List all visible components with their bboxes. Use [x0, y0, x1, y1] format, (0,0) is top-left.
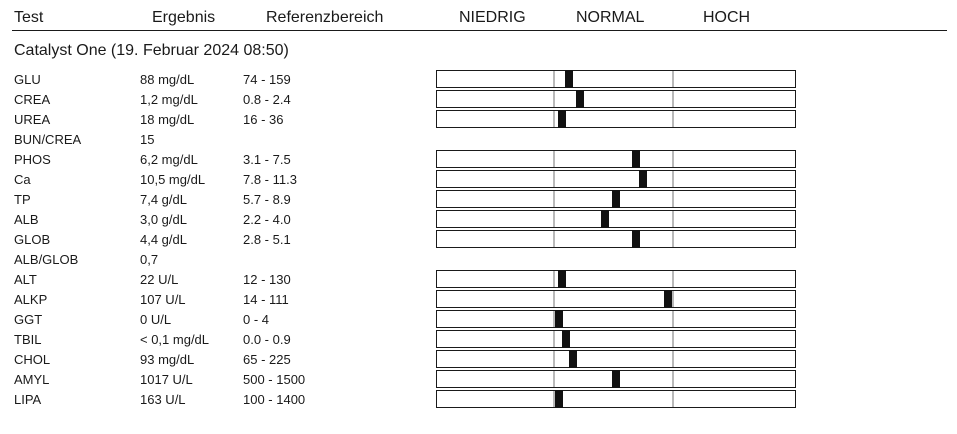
header-test: Test — [14, 9, 44, 26]
header-reference: Referenzbereich — [266, 9, 384, 26]
gauge-marker — [632, 150, 640, 168]
header-low: NIEDRIG — [459, 9, 526, 26]
gauge-high-boundary — [672, 371, 674, 387]
test-name: GLOB — [14, 232, 51, 247]
table-row — [0, 110, 957, 130]
test-name: Ca — [14, 172, 31, 187]
gauge-high-boundary — [672, 111, 674, 127]
gauge-high-boundary — [672, 271, 674, 287]
header-high: HOCH — [703, 9, 751, 26]
test-result: 22 U/L — [140, 272, 179, 287]
gauge-marker — [569, 350, 577, 368]
test-result: < 0,1 mg/dL — [140, 332, 210, 347]
gauge-high-boundary — [672, 231, 674, 247]
gauge-low-boundary — [553, 371, 555, 387]
section-title: Catalyst One (19. Februar 2024 08:50) — [14, 42, 289, 59]
test-result: 0,7 — [140, 252, 159, 267]
test-name: LIPA — [14, 392, 42, 407]
table-row — [0, 310, 957, 330]
table-row — [0, 70, 957, 90]
gauge-high-boundary — [672, 351, 674, 367]
gauge-high-boundary — [672, 71, 674, 87]
table-row — [0, 230, 957, 250]
gauge-high-boundary — [672, 331, 674, 347]
range-gauge — [436, 170, 796, 188]
test-result: 1017 U/L — [140, 372, 193, 387]
reference-range: 500 - 1500 — [243, 372, 306, 387]
test-name: ALKP — [14, 292, 48, 307]
reference-range: 3.1 - 7.5 — [243, 152, 291, 167]
range-gauge — [436, 190, 796, 208]
test-name: TBIL — [14, 332, 42, 347]
table-row — [0, 130, 957, 150]
range-gauge — [436, 390, 796, 408]
table-row — [0, 170, 957, 190]
gauge-marker — [612, 370, 620, 388]
header-normal: NORMAL — [576, 9, 645, 26]
gauge-marker — [576, 90, 584, 108]
test-name: CHOL — [14, 352, 51, 367]
gauge-marker — [565, 70, 573, 88]
gauge-marker — [664, 290, 672, 308]
gauge-low-boundary — [553, 71, 555, 87]
reference-range: 12 - 130 — [243, 272, 291, 287]
gauge-low-boundary — [553, 271, 555, 287]
range-gauge — [436, 150, 796, 168]
gauge-low-boundary — [553, 291, 555, 307]
test-result: 7,4 g/dL — [140, 192, 187, 207]
test-result: 93 mg/dL — [140, 352, 195, 367]
reference-range: 2.2 - 4.0 — [243, 212, 291, 227]
range-gauge — [436, 70, 796, 88]
table-row — [0, 270, 957, 290]
table-row — [0, 290, 957, 310]
reference-range: 74 - 159 — [243, 72, 291, 87]
gauge-low-boundary — [553, 111, 555, 127]
table-row — [0, 150, 957, 170]
reference-range: 0 - 4 — [243, 312, 270, 327]
range-gauge — [436, 210, 796, 228]
test-result: 1,2 mg/dL — [140, 92, 198, 107]
gauge-low-boundary — [553, 91, 555, 107]
table-row — [0, 330, 957, 350]
reference-range: 2.8 - 5.1 — [243, 232, 291, 247]
gauge-low-boundary — [553, 171, 555, 187]
gauge-marker — [558, 270, 566, 288]
gauge-marker — [555, 310, 563, 328]
gauge-low-boundary — [553, 191, 555, 207]
test-result: 10,5 mg/dL — [140, 172, 206, 187]
gauge-marker — [601, 210, 609, 228]
test-result: 0 U/L — [140, 312, 172, 327]
gauge-low-boundary — [553, 211, 555, 227]
test-name: CREA — [14, 92, 51, 107]
range-gauge — [436, 90, 796, 108]
table-row — [0, 390, 957, 410]
test-name: GLU — [14, 72, 41, 87]
table-row — [0, 190, 957, 210]
range-gauge — [436, 370, 796, 388]
gauge-low-boundary — [553, 351, 555, 367]
test-result: 107 U/L — [140, 292, 186, 307]
gauge-low-boundary — [553, 331, 555, 347]
test-name: AMYL — [14, 372, 50, 387]
test-name: ALB/GLOB — [14, 252, 79, 267]
gauge-high-boundary — [672, 91, 674, 107]
gauge-high-boundary — [672, 311, 674, 327]
table-row — [0, 210, 957, 230]
gauge-marker — [555, 390, 563, 408]
table-row — [0, 350, 957, 370]
test-name: ALB — [14, 212, 39, 227]
gauge-marker — [612, 190, 620, 208]
gauge-marker — [639, 170, 647, 188]
header-result: Ergebnis — [152, 9, 216, 26]
gauge-marker — [558, 110, 566, 128]
gauge-high-boundary — [672, 191, 674, 207]
gauge-marker — [632, 230, 640, 248]
gauge-high-boundary — [672, 391, 674, 407]
header-divider — [12, 30, 947, 31]
gauge-high-boundary — [672, 291, 674, 307]
range-gauge — [436, 230, 796, 248]
gauge-low-boundary — [553, 151, 555, 167]
test-result: 3,0 g/dL — [140, 212, 187, 227]
test-result: 18 mg/dL — [140, 112, 195, 127]
test-result: 163 U/L — [140, 392, 186, 407]
test-name: GGT — [14, 312, 43, 327]
gauge-marker — [562, 330, 570, 348]
test-name: TP — [14, 192, 31, 207]
reference-range: 65 - 225 — [243, 352, 291, 367]
range-gauge — [436, 310, 796, 328]
gauge-low-boundary — [553, 231, 555, 247]
range-gauge — [436, 290, 796, 308]
gauge-high-boundary — [672, 151, 674, 167]
table-row — [0, 370, 957, 390]
reference-range: 100 - 1400 — [243, 392, 306, 407]
reference-range: 5.7 - 8.9 — [243, 192, 291, 207]
gauge-high-boundary — [672, 211, 674, 227]
test-name: ALT — [14, 272, 37, 287]
range-gauge — [436, 350, 796, 368]
test-result: 4,4 g/dL — [140, 232, 187, 247]
reference-range: 16 - 36 — [243, 112, 284, 127]
range-gauge — [436, 270, 796, 288]
test-name: UREA — [14, 112, 51, 127]
range-gauge — [436, 330, 796, 348]
reference-range: 14 - 111 — [243, 292, 289, 307]
test-name: BUN/CREA — [14, 132, 82, 147]
gauge-high-boundary — [672, 171, 674, 187]
table-row — [0, 250, 957, 270]
test-result: 6,2 mg/dL — [140, 152, 198, 167]
table-row — [0, 90, 957, 110]
test-name: PHOS — [14, 152, 51, 167]
test-result: 88 mg/dL — [140, 72, 195, 87]
test-result: 15 — [140, 132, 155, 147]
range-gauge — [436, 110, 796, 128]
reference-range: 0.8 - 2.4 — [243, 92, 291, 107]
reference-range: 0.0 - 0.9 — [243, 332, 291, 347]
reference-range: 7.8 - 11.3 — [243, 172, 297, 187]
